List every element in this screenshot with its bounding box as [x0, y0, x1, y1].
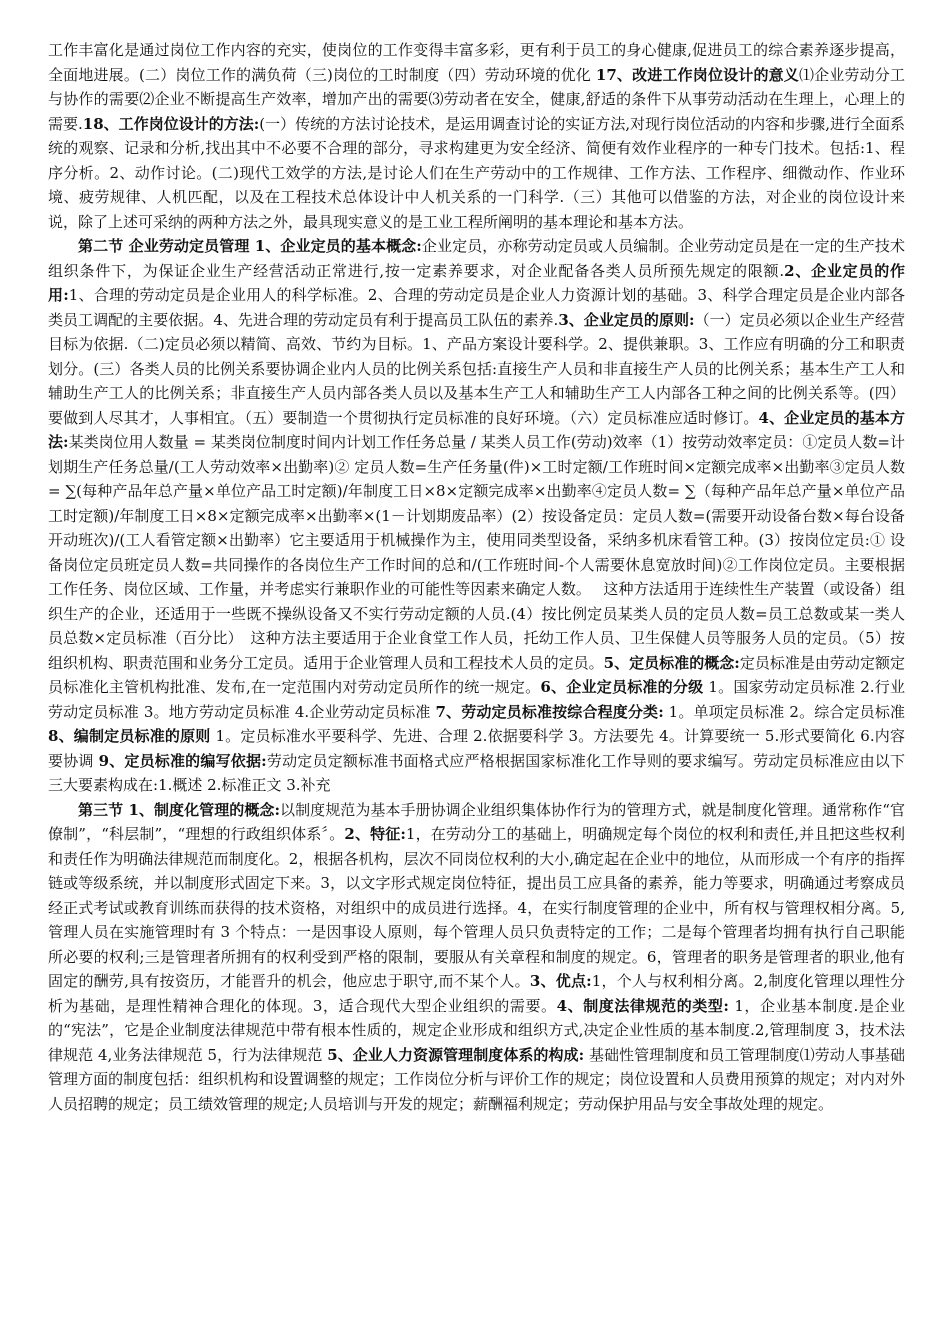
body-text: 某类岗位用人数量 = 某类岗位制度时间内计划工作任务总量 / 某类人员工作(劳动)效率（1）按劳动效率定员：①定员人数=计划期生产任务总量/(工人劳动效率×出勤率)② 定员人数=生产任务量(件)×工时定额/工作班时间×定额完成率×出勤率③定员人数= ∑(每种产品年总产量×单位产品工时定额)/年制度工日×8×定额完成率×出勤率④定员人数= ∑（每种产品年总产量×单位产品工时定额)/年制度工日×8×定额完成率×出勤率×(1－计划期废品率）(2）按设备定员：定员人数=(需要开动设备台数×每台设备开动班次)/(工人看管定额×出勤率）它主要适用于机械操作为主，使用同类型设备，采纳多机床看管工种。(3）按岗位定员:① 设备岗位定员班定员人数=共同操作的各岗位生产工作时间的总和/(工作班时间-个人需要休息宽放时间)②工作岗位定员。主要根据工作任务、岗位区域、工作量，并考虑实行兼职作业的可能性等因素来确定人数。 这种方法适用于连续性生产装置（或设备）组织生产的企业，还适用于一些既不操纵设备又不实行劳动定额的人员.(4）按比例定员某类人员的定员人数=员工总数或某一类人员总数×定员标准（百分比） 这种方法主要适用于企业食堂工作人员，托幼工作人员、卫生保健人员等服务人员的定员。（5）按组织机构、职责范围和业务分工定员。适用于企业管理人员和工程技术人员的定员。 — [48, 433, 905, 672]
body-text: (一）传统的方法讨论技术，是运用调查讨论的实证方法,对现行岗位活动的内容和步骤,进行全面系统的观察、记录和分析,找出其中不必要不合理的部分，寻求构建更为安全经济、简便有效作业程序的一种专门技术。包括:1、程序分析。2、动作讨论。(二)现代工效学的方法,是讨论人们在生产劳动中的工作规律、工作方法、工作程序、细微动作、作业环境、疲劳规律、人机匹配，以及在工程技术总体设计中人机关系的一门科学.（三）其他可以借鉴的方法，对企业的岗位设计来说，除了上述可采纳的两种方法之外，最具现实意义的是工业工程所阐明的基本理论和基本方法。 — [48, 114, 905, 231]
bold-heading-text: 2、企业定员的作用: — [48, 261, 905, 304]
bold-heading-text: 6、企业定员标准的分级 — [540, 678, 704, 696]
body-text: 以制度规范为基本手册协调企业组织集体协作行为的管理方式，就是制度化管理。通常称作“官僚制”，“科层制”，“理想的行政组织体系〞。 — [48, 800, 905, 843]
bold-heading-text: 第二节 企业劳动定员管理 1、企业定员的基本概念: — [78, 237, 422, 255]
bold-heading-text: 7、劳动定员标准按综合程度分类: — [435, 702, 664, 721]
bold-heading-text: 第三节 1、制度化管理的概念: — [78, 800, 280, 819]
paragraph-section-2-staffing — [48, 234, 905, 798]
body-text: 1，个人与权利相分离。2,制度化管理以理性分析为基础，是理性精神合理化的体现。3，适合现代大型企业组织的需要。 — [48, 972, 905, 1015]
body-text: 1。国家劳动定员标准 2.行业劳动定员标准 3。地方劳动定员标准 4.企业劳动定员标准 — [48, 678, 905, 721]
paragraph-job-design — [48, 38, 905, 234]
body-text: （一）定员必须以企业生产经营目标为依据.（二)定员必须以精简、高效、节约为目标。1、产品方案设计要科学。2、提供兼职。3、工作应有明确的分工和职责划分。(三）各类人员的比例关系要协调企业内人员的比例关系包括:直接生产人员和非直接生产人员的比例关系；基本生产工人和辅助生产工人的比例关系；非直接生产人员内部各类人员以及基本生产工人和辅助生产工人内部各工种之间的比例关系等。(四）要做到人尽其才，人事相宜。（五）要制造一个贯彻执行定员标准的良好环境。（六）定员标准应适时修订。 — [48, 310, 905, 427]
body-text: 定员标准是由劳动定额定员标准化主管机构批准、发布,在一定范围内对劳动定员所作的统一规定。 — [48, 653, 905, 696]
body-text: ⑴企业劳动分工与协作的需要⑵企业不断提高生产效率，增加产出的需要⑶劳动者在安全，健康,舒适的条件下从事劳动活动在生理上，心理上的需要. — [48, 65, 905, 133]
body-text: 基础性管理制度和员工管理制度⑴劳动人事基础管理方面的制度包括：组织机构和设置调整的规定；工作岗位分析与评价工作的规定；岗位设置和人员费用预算的规定；对内对外人员招聘的规定；员工绩效管理的规定;人员培训与开发的规定；薪酬福利规定；劳动保护用品与安全事故处理的规定。 — [48, 1045, 905, 1113]
body-text: 劳动定员定额标准书面格式应严格根据国家标准化工作导则的要求编写。劳动定员标准应由以下三大要素构成在:1.概述 2.标准正文 3.补充 — [48, 751, 905, 794]
bold-heading-text: 5、定员标准的概念: — [603, 653, 740, 672]
body-text: 1，企业基本制度.是企业的“宪法”，它是企业制度法律规范中带有根本性质的，规定企业形成和组织方式,决定企业性质的基本制度.2,管理制度 3，技术法律规范 4,业务法律规范 5，行为法律规范 — [48, 996, 905, 1064]
bold-heading-text: 9、定员标准的编写依据: — [98, 751, 267, 770]
bold-heading-text: 4、企业定员的基本方法: — [48, 408, 905, 451]
bold-heading-text: 4、制度法律规范的类型: — [556, 996, 729, 1015]
bold-heading-text: 18、工作岗位设计的方法: — [82, 114, 260, 133]
bold-heading-text: 3、优点: — [529, 972, 592, 990]
body-text: 企业定员，亦称劳动定员或人员编制。企业劳动定员是在一定的生产技术组织条件下，为保证企业生产经营活动正常进行,按一定素养要求，对企业配备各类人员所预先规定的限额. — [48, 237, 905, 280]
bold-heading-text: 8、编制定员标准的原则 — [48, 727, 211, 745]
bold-heading-text: 5、企业人力资源管理制度体系的构成: — [327, 1045, 585, 1064]
body-text: 1、合理的劳动定员是企业用人的科学标准。2、合理的劳动定员是企业人力资源计划的基础。3、科学合理定员是企业内部各类员工调配的主要依据。4、先进合理的劳动定员有利于提高员工队伍的素养. — [48, 286, 906, 329]
body-text: 1。单项定员标准 2。综合定员标准 — [663, 702, 905, 721]
bold-heading-text: 2、特征: — [344, 825, 406, 843]
paragraph-section-3-institutional-management — [48, 798, 905, 1117]
body-text: 1。定员标准水平要科学、先进、合理 2.依据要科学 3。方法要先 4。计算要统一 5.形式要简化 6.内容要协调 — [48, 727, 905, 770]
bold-heading-text: 3、企业定员的原则: — [558, 310, 695, 329]
body-text: 工作丰富化是通过岗位工作内容的充实，使岗位的工作变得丰富多彩，更有利于员工的身心健康,促进员工的综合素养逐步提高，全面地进展。(二）岗位工作的满负荷（三)岗位的工时制度（四）劳动环境的优化 — [48, 41, 905, 84]
body-text: 1，在劳动分工的基础上，明确规定每个岗位的权利和责任,并且把这些权利和责任作为明确法律规范而制度化。2，根据各机构，层次不同岗位权利的大小,确定起在企业中的地位，从而形成一个有序的指挥链或等级系统，并以制度形式固定下来。3，以文字形式规定岗位特征，提出员工应具备的素养，能力等要求，明确通过考察成员经正式考试或教育训练而获得的技术资格，对组织中的成员进行选择。4，在实行制度管理的企业中，所有权与管理权相分离。5,管理人员在实施管理时有 3 个特点：一是因事设人原则，每个管理人员只负责特定的工作；二是每个管理者均拥有执行自己职能所必要的权利;三是管理者所拥有的权利受到严格的限制，要服从有关章程和制度的规定。6，管理者的职务是管理者的职业,他有固定的酬劳,具有按资历，才能晋升的机会，他应忠于职守,而不某个人。 — [48, 825, 905, 990]
bold-heading-text: 17、改进工作岗位设计的意义 — [595, 65, 799, 84]
